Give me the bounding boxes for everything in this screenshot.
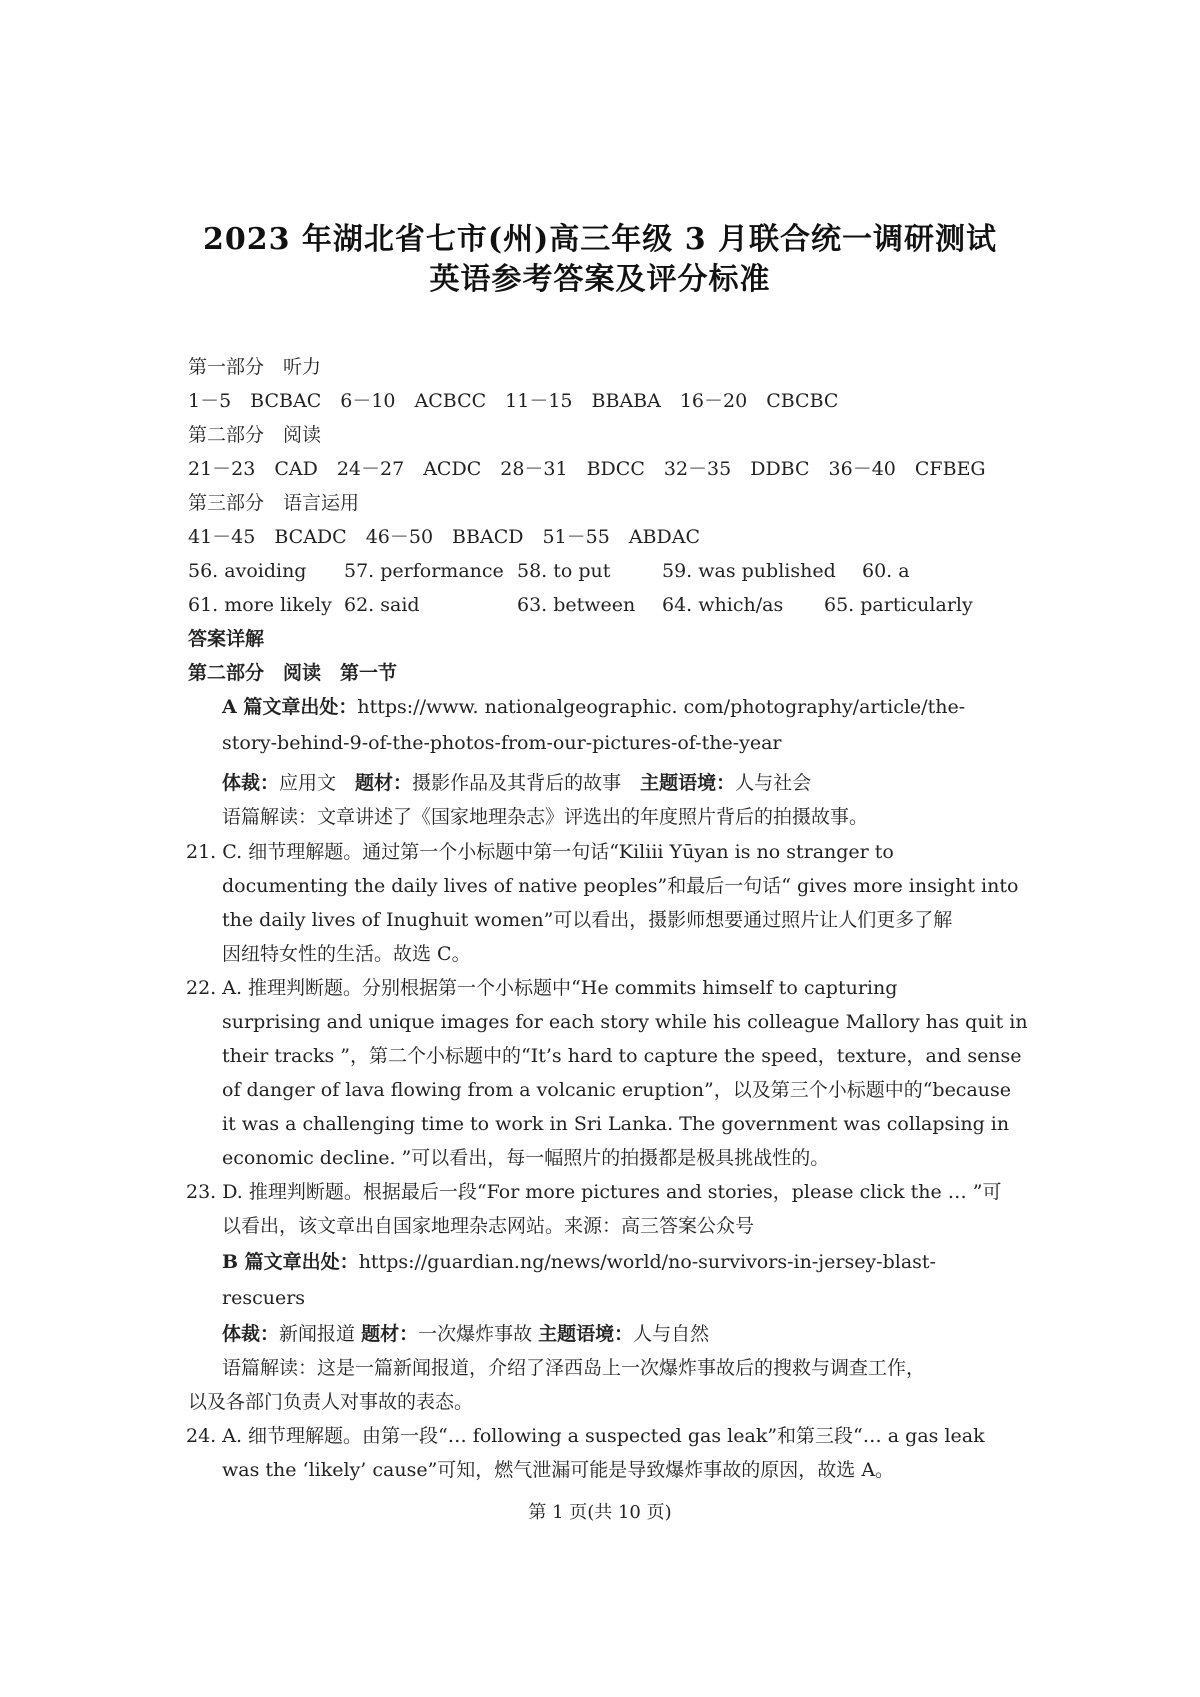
part3-answers: 41－45 BCADC 46－50 BBACD 51－55 ABDAC bbox=[188, 526, 700, 548]
part2-answers: 21－23 CAD 24－27 ACDC 28－31 BDCC 32－35 DDBC 36－40 CFBEG bbox=[188, 458, 986, 480]
q21-line-1: 21. C. 细节理解题。通过第一个小标题中第一句话“Kiliii Yūyan is no stranger to bbox=[186, 841, 894, 863]
q24-line-1: 24. A. 细节理解题。由第一段“… following a suspected gas leak”和第三段“… a gas leak bbox=[186, 1425, 985, 1447]
a-source-url-2: story-behind-9-of-the-photos-from-our-pictures-of-the-year bbox=[222, 732, 782, 754]
a-reading: 语篇解读：文章讲述了《国家地理杂志》评选出的年度照片背后的拍摄故事。 bbox=[222, 806, 869, 828]
q22-line-2: surprising and unique images for each story while his colleague Mallory has quit in bbox=[222, 1011, 1028, 1033]
b-topic-label: 题材： bbox=[361, 1323, 419, 1345]
b-context-label: 主题语境： bbox=[538, 1323, 634, 1345]
part1-heading: 第一部分 听力 bbox=[188, 356, 322, 378]
answer-59: 59. was published bbox=[662, 560, 836, 582]
b-meta bbox=[222, 1322, 709, 1346]
answer-57: 57. performance bbox=[344, 560, 504, 582]
b-context: 人与自然 bbox=[633, 1323, 710, 1345]
q21-line-3: the daily lives of Inughuit women”可以看出，摄影师想要通过照片让人们更多了解 bbox=[222, 909, 953, 931]
q23-line-1: 23. D. 推理判断题。根据最后一段“For more pictures and stories，please click the … ”可 bbox=[186, 1181, 1002, 1203]
answer-58: 58. to put bbox=[517, 560, 611, 582]
q22-line-1: 22. A. 推理判断题。分别根据第一个小标题中“He commits himself to capturing bbox=[186, 977, 898, 999]
q21-line-4: 因纽特女性的生活。故选 C。 bbox=[222, 943, 471, 965]
b-reading-line-2: 以及各部门负责人对事故的表态。 bbox=[188, 1391, 474, 1413]
q22-line-5: it was a challenging time to work in Sri Lanka. The government was collapsing in bbox=[222, 1113, 1010, 1135]
a-source-label: A 篇文章出处： bbox=[222, 696, 358, 718]
q21-line-2: documenting the daily lives of native peoples”和最后一句话“ gives more insight into bbox=[222, 875, 1019, 897]
answer-61: 61. more likely bbox=[188, 594, 332, 616]
details-section: 第二部分 阅读 第一节 bbox=[188, 662, 398, 684]
q24-line-2: was the ‘likely’ cause”可知，燃气泄漏可能是导致爆炸事故的原因，故选 A。 bbox=[222, 1459, 895, 1481]
part3-heading: 第三部分 语言运用 bbox=[188, 492, 360, 514]
answer-62: 62. said bbox=[344, 594, 420, 616]
a-topic-label: 题材： bbox=[355, 772, 413, 794]
page-footer: 第 1 页(共 10 页) bbox=[528, 1502, 672, 1523]
q22-line-4: of danger of lava flowing from a volcanic eruption”，以及第三个小标题中的“because bbox=[222, 1079, 1012, 1101]
q23-line-2: 以看出，该文章出自国家地理杂志网站。来源：高三答案公众号 bbox=[222, 1215, 755, 1237]
a-context-label: 主题语境： bbox=[640, 772, 736, 794]
q22-line-6: economic decline. ”可以看出，每一幅照片的拍摄都是极具挑战性的。 bbox=[222, 1147, 830, 1169]
b-source-label: B 篇文章出处： bbox=[222, 1251, 359, 1273]
b-genre: 新闻报道 bbox=[279, 1323, 356, 1345]
answer-63: 63. between bbox=[517, 594, 636, 616]
part2-heading: 第二部分 阅读 bbox=[188, 424, 322, 446]
answer-64: 64. which/as bbox=[662, 594, 784, 616]
b-genre-label: 体裁： bbox=[222, 1323, 280, 1345]
a-context: 人与社会 bbox=[735, 772, 812, 794]
b-source-url-1: https://guardian.ng/news/world/no-survivors-in-jersey-blast- bbox=[358, 1251, 936, 1273]
answer-65: 65. particularly bbox=[824, 594, 973, 616]
details-heading: 答案详解 bbox=[188, 628, 265, 650]
b-source-url-2: rescuers bbox=[222, 1287, 306, 1309]
a-genre: 应用文 bbox=[279, 772, 337, 794]
b-reading-line-1: 语篇解读：这是一篇新闻报道，介绍了泽西岛上一次爆炸事故后的搜救与调查工作， bbox=[222, 1357, 926, 1379]
q22-line-3: their tracks ”，第二个小标题中的“It’s hard to capture the speed，texture，and sense bbox=[222, 1045, 1022, 1067]
part1-answers: 1－5 BCBAC 6－10 ACBCC 11－15 BBABA 16－20 CBCBC bbox=[188, 390, 839, 412]
a-genre-label: 体裁： bbox=[222, 772, 280, 794]
a-source bbox=[222, 695, 965, 719]
page-title: 2023 年湖北省七市(州)高三年级 3 月联合统一调研测试 bbox=[202, 222, 998, 257]
b-source bbox=[222, 1250, 936, 1274]
a-meta bbox=[222, 771, 811, 795]
a-topic: 摄影作品及其背后的故事 bbox=[412, 772, 622, 794]
page-subtitle: 英语参考答案及评分标准 bbox=[429, 262, 771, 297]
answer-56: 56. avoiding bbox=[188, 560, 307, 582]
a-source-url-1: https://www. nationalgeographic. com/photography/article/the- bbox=[357, 696, 966, 718]
answer-60: 60. a bbox=[862, 560, 910, 582]
b-topic: 一次爆炸事故 bbox=[418, 1323, 533, 1345]
